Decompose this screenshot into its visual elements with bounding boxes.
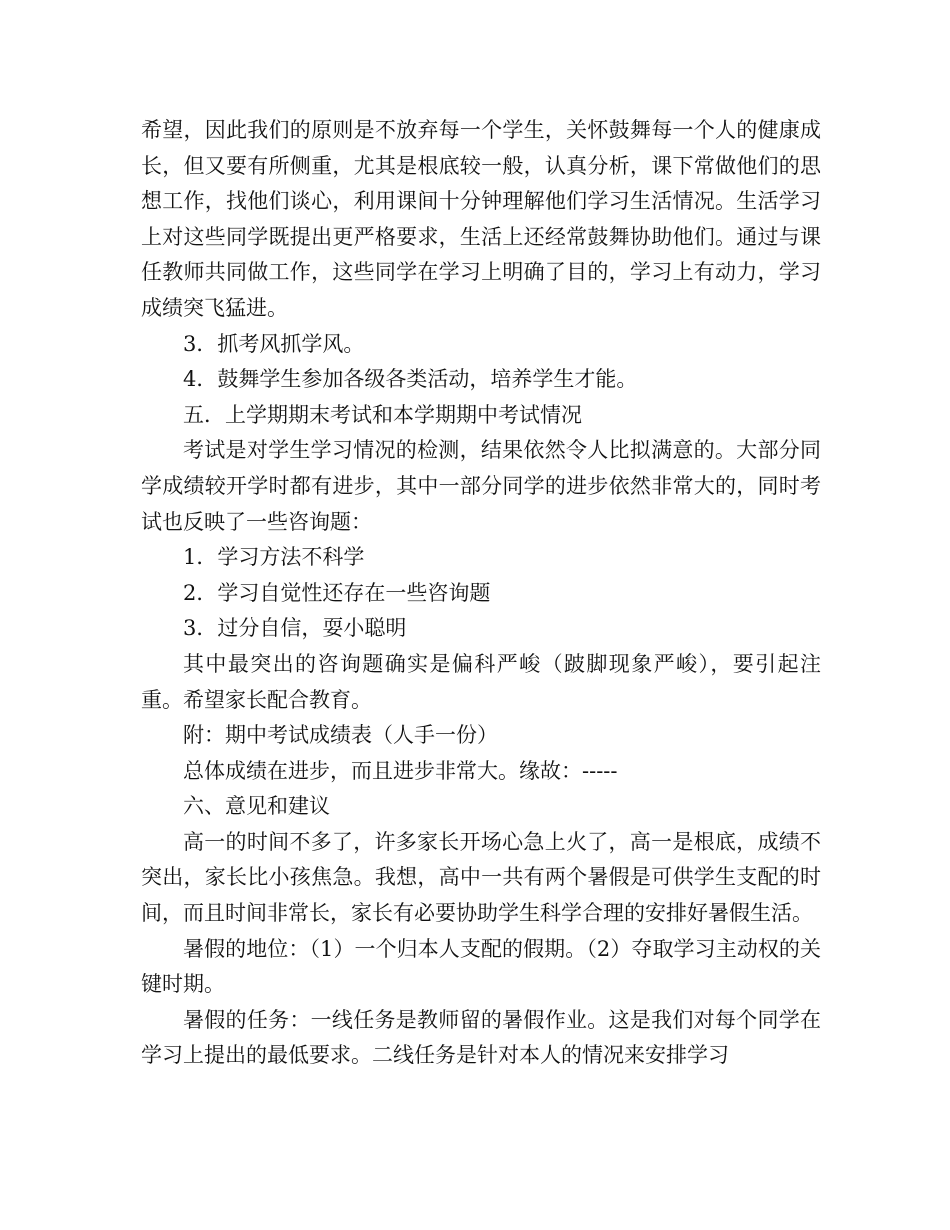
paragraph-5: 其中最突出的咨询题确实是偏科严峻（跛脚现象严峻），要引起注重。希望家长配合教育。 [141, 651, 821, 712]
list-item-1: 1．学习方法不科学 [183, 545, 365, 570]
paragraph-6: 总体成绩在进步，而且进步非常大。缘故：----- [183, 758, 618, 783]
paragraph-1: 希望，因此我们的原则是不放弃每一个学生，关怀鼓舞每一个人的健康成长，但又要有所侧重，尤其是根底较一般，认真分析，课下常做他们的思想工作，找他们谈心，利用课间十分钟理解他们学习生活情况。生活学习上对这些同学既提出更严格要求，生活上还经常鼓舞协助他们。通过与课任教师共同做工作，这些同学在学习上明确了目的，学习上有动力，学习成绩突飞猛进。 [141, 118, 821, 320]
list-item-2: 2．学习自觉性还存在一些咨询题 [183, 580, 491, 605]
paragraph-4: 考试是对学生学习情况的检测，结果依然令人比拟满意的。大部分同学成绩较开学时都有进步，其中一部分同学的进步依然非常大的，同时考试也反映了一些咨询题： [141, 438, 821, 534]
section-heading-5: 五．上学期期末考试和本学期期中考试情况 [183, 402, 582, 427]
section-heading-6: 六、意见和建议 [183, 794, 330, 819]
paragraph-8: 暑假的地位：（1）一个归本人支配的假期。（2）夺取学习主动权的关键时期。 [141, 936, 821, 997]
paragraph-7: 高一的时间不多了，许多家长开场心急上火了，高一是根底，成绩不突出，家长比小孩焦急。我想，高中一共有两个暑假是可供学生支配的时间，而且时间非常长，家长有必要协助学生科学合理的安排好暑假生活。 [141, 829, 821, 926]
paragraph-2: 3．抓考风抓学风。 [183, 331, 365, 356]
list-item-3: 3．过分自信，耍小聪明 [183, 616, 407, 641]
paragraph-3: 4．鼓舞学生参加各级各类活动，培养学生才能。 [183, 367, 638, 392]
attachment-note: 附：期中考试成绩表（人手一份） [183, 723, 498, 748]
paragraph-9: 暑假的任务：一线任务是教师留的暑假作业。这是我们对每个同学在学习上提出的最低要求。二线任务是针对本人的情况来安排学习 [141, 1007, 821, 1068]
document-page [141, 113, 821, 1074]
